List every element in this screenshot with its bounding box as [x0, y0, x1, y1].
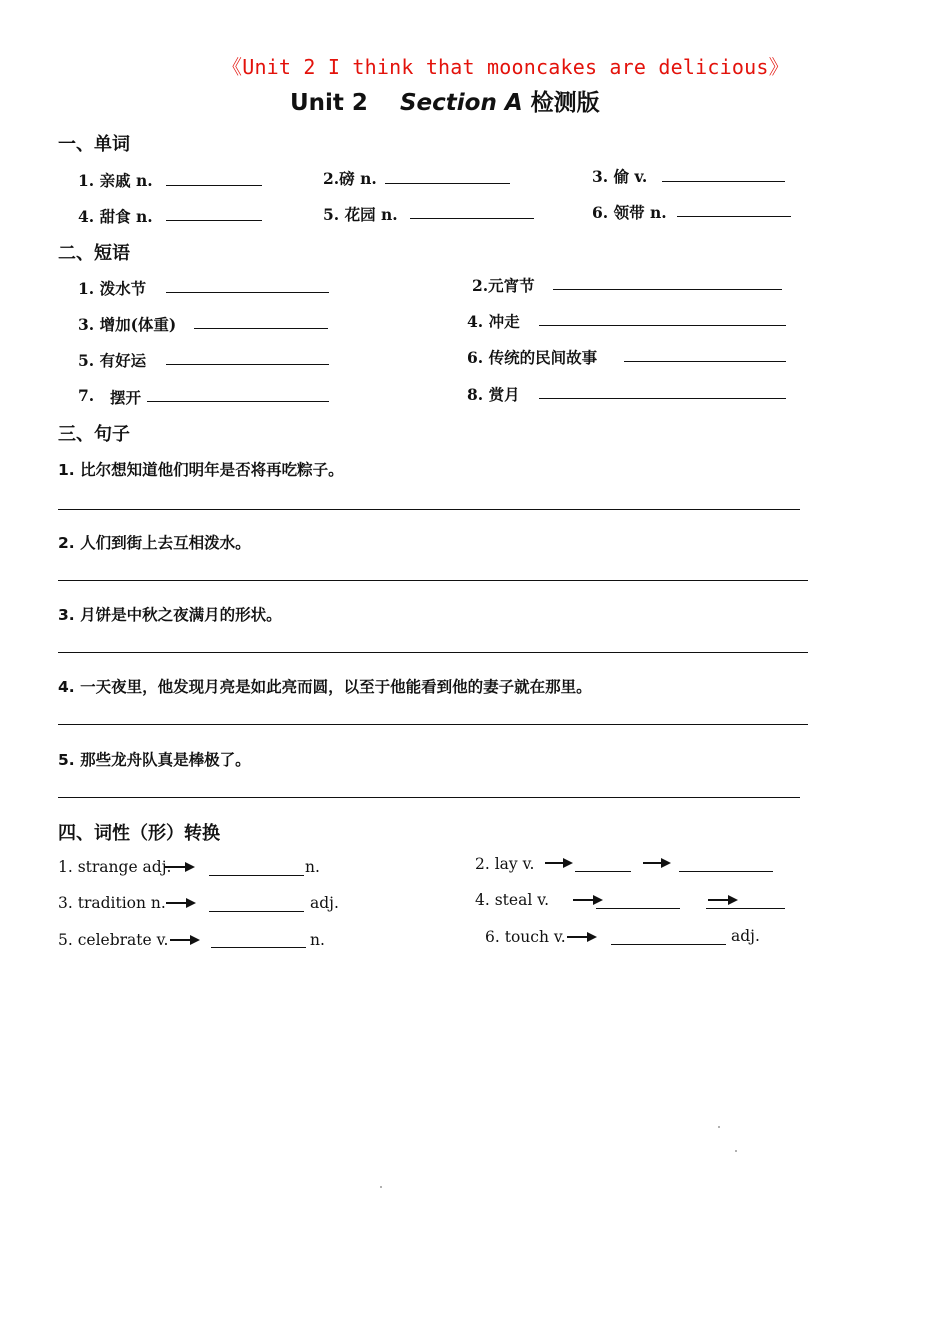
- phrase-item-8: 8. 赏月: [467, 385, 520, 404]
- word-item-5: 5. 花园 n.: [323, 205, 398, 224]
- sentence-item-4: 4. 一天夜里，他发现月亮是如此亮而圆，以至于他能看到他的妻子就在那里。: [58, 678, 592, 696]
- arrow-icon: [708, 899, 736, 901]
- answer-blank[interactable]: [211, 947, 306, 948]
- answer-line[interactable]: [58, 580, 808, 581]
- word-item-6: 6. 领带 n.: [592, 203, 667, 222]
- conversion-item-6: 6. touch v.: [485, 928, 566, 946]
- answer-blank[interactable]: [539, 325, 786, 326]
- answer-blank[interactable]: [194, 328, 328, 329]
- answer-blank[interactable]: [611, 944, 726, 945]
- answer-line[interactable]: [58, 797, 800, 798]
- phrase-item-2: 2.元宵节: [472, 276, 535, 295]
- conversion-suffix-3: adj.: [310, 894, 339, 912]
- phrase-item-4: 4. 冲走: [467, 312, 520, 331]
- answer-blank[interactable]: [385, 183, 510, 184]
- answer-line[interactable]: [58, 652, 808, 653]
- answer-blank[interactable]: [596, 908, 680, 909]
- scan-speck: [718, 1126, 720, 1128]
- conversion-item-2: 2. lay v.: [475, 855, 535, 873]
- document-main-title: [290, 84, 600, 117]
- answer-line[interactable]: [58, 509, 800, 510]
- answer-blank[interactable]: [624, 361, 786, 362]
- arrow-icon: [166, 902, 194, 904]
- answer-blank[interactable]: [410, 218, 534, 219]
- phrase-item-7: 摆开: [110, 388, 142, 407]
- answer-blank[interactable]: [166, 364, 329, 365]
- section-1-heading: 一、单词: [58, 134, 130, 155]
- phrase-item-1: 1. 泼水节: [78, 279, 147, 298]
- sentence-item-1: 1. 比尔想知道他们明年是否将再吃粽子。: [58, 461, 344, 479]
- conversion-item-1: 1. strange adj.: [58, 858, 172, 876]
- section-label: Section A: [399, 90, 523, 116]
- title-suffix: 检测版: [530, 90, 600, 116]
- answer-line[interactable]: [58, 724, 808, 725]
- arrow-icon: [567, 936, 595, 938]
- phrase-item-3: 3. 增加(体重): [78, 315, 177, 334]
- answer-blank[interactable]: [166, 220, 262, 221]
- answer-blank[interactable]: [209, 911, 304, 912]
- document-red-title: 《Unit 2 I think that mooncakes are delicious》: [222, 55, 789, 79]
- arrow-icon: [643, 862, 669, 864]
- conversion-item-5: 5. celebrate v.: [58, 931, 169, 949]
- arrow-icon: [573, 899, 601, 901]
- answer-blank[interactable]: [539, 398, 786, 399]
- answer-blank[interactable]: [575, 871, 631, 872]
- answer-blank[interactable]: [677, 216, 791, 217]
- scan-speck: [380, 1186, 382, 1188]
- conversion-item-4: 4. steal v.: [475, 891, 550, 909]
- answer-blank[interactable]: [166, 292, 329, 293]
- answer-blank[interactable]: [706, 908, 785, 909]
- word-item-2: 2.磅 n.: [323, 169, 377, 188]
- scan-speck: [735, 1150, 737, 1152]
- section-3-heading: 三、句子: [58, 424, 130, 445]
- arrow-icon: [545, 862, 571, 864]
- conversion-item-3: 3. tradition n.: [58, 894, 166, 912]
- word-item-1: 1. 亲戚 n.: [78, 171, 153, 190]
- answer-blank[interactable]: [147, 401, 329, 402]
- arrow-icon: [165, 866, 193, 868]
- sentence-item-3: 3. 月饼是中秋之夜满月的形状。: [58, 606, 282, 624]
- conversion-suffix-6: adj.: [731, 927, 760, 945]
- section-4-heading: 四、词性（形）转换: [58, 823, 220, 844]
- answer-blank[interactable]: [166, 185, 262, 186]
- arrow-icon: [170, 939, 198, 941]
- sentence-item-2: 2. 人们到街上去互相泼水。: [58, 534, 251, 552]
- phrase-item-6: 6. 传统的民间故事: [467, 348, 598, 367]
- answer-blank[interactable]: [662, 181, 785, 182]
- answer-blank[interactable]: [209, 875, 304, 876]
- word-item-3: 3. 偷 v.: [592, 167, 648, 186]
- phrase-item-7-number: 7.: [78, 386, 95, 405]
- conversion-suffix-5: n.: [310, 931, 325, 949]
- answer-blank[interactable]: [679, 871, 773, 872]
- word-item-4: 4. 甜食 n.: [78, 207, 153, 226]
- answer-blank[interactable]: [553, 289, 782, 290]
- section-2-heading: 二、短语: [58, 243, 130, 264]
- sentence-item-5: 5. 那些龙舟队真是棒极了。: [58, 751, 251, 769]
- phrase-item-5: 5. 有好运: [78, 351, 147, 370]
- conversion-suffix-1: n.: [305, 858, 320, 876]
- unit-label: Unit 2: [290, 90, 368, 116]
